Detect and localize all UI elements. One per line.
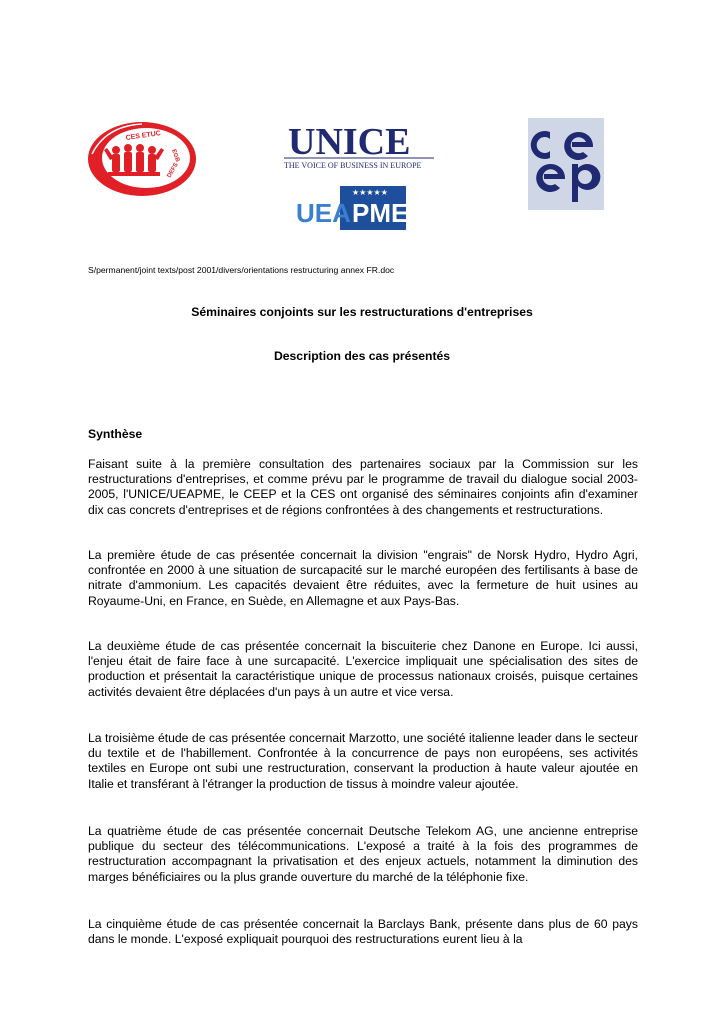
paragraph: Faisant suite à la première consultation des partenaires sociaux par la Commission sur les restructurations d'entreprises, et comme prévu par le programme de travail du dialogue social 2003-2005, l'UNICE/UEAPME, le CEEP et la CES ont organisé des séminaires conjoints afin d'examiner dix cas concrets d'entreprises et de régions confrontées à des changements et restructurations. <box>88 457 638 517</box>
svg-text:CES ETUC: CES ETUC <box>125 130 162 142</box>
svg-text:PME: PME <box>352 198 406 228</box>
paragraph: La cinquième étude de cas présentée concernait la Barclays Bank, présente dans plus de 60 pays dans le monde. L'exposé expliquait pourquoi des restructurations eurent lieu à la <box>88 917 638 947</box>
ueapme-logo <box>294 182 406 230</box>
svg-text:UEA: UEA <box>296 198 351 228</box>
svg-text:EGB: EGB <box>170 148 181 163</box>
svg-text:DEFS: DEFS <box>166 162 180 179</box>
svg-text:★★★★★: ★★★★★ <box>352 188 388 197</box>
paragraph: La première étude de cas présentée concernait la division "engrais" de Norsk Hydro, Hydro Agri, confrontée en 2000 à une situation de surcapacité sur le marché européen des fertilisants à base de nitrate d'ammonium. Les capacités devaient être réduites, avec la fermeture de huit usines au Royaume-Uni, en France, en Suède, en Allemagne et aux Pays-Bas. <box>88 548 638 608</box>
ces-etuc-logo <box>86 120 198 198</box>
paragraph: La deuxième étude de cas présentée concernait la biscuiterie chez Danone en Europe. Ici aussi, l'enjeu était de faire face à une surcapacité. L'exercice impliquait une spécialisation des sites de production et présentait la caractéristique unique de processus nationaux croisés, puisque certaines activités devaient être déplacées d'un pays à un autre et vice versa. <box>88 639 638 699</box>
document-title: Séminaires conjoints sur les restructurations d'entreprises <box>191 305 533 319</box>
section-heading: Synthèse <box>88 427 143 441</box>
unice-logo <box>284 120 434 172</box>
unice-tagline: THE VOICE OF BUSINESS IN EUROPE <box>284 161 422 170</box>
paragraph: La quatrième étude de cas présentée concernait Deutsche Telekom AG, une ancienne entreprise publique du secteur des télécommunications. L'exposé a traité à la fois des programmes de restructuration accompagnant la privatisation et des enjeux actuels, notamment la diminution des marges bénéficiaires ou la plus grande ouverture du marché de la téléphonie fixe. <box>88 824 638 884</box>
document-subtitle: Description des cas présentés <box>273 349 451 363</box>
paragraph: La troisième étude de cas présentée concernait Marzotto, une société italienne leader dans le secteur du textile et de l'habillement. Confrontée à la concurrence de pays non européens, ses activités textiles en Europe ont subi une restructuration, conservant la production à haute valeur ajoutée en Italie et transférant à l'étranger la production de tissus à moindre valeur ajoutée. <box>88 731 638 791</box>
file-path: S/permanent/joint texts/post 2001/divers/orientations restructuring annex FR.doc <box>88 265 395 275</box>
ceep-logo <box>528 118 604 210</box>
unice-wordmark: UNICE <box>288 121 411 163</box>
